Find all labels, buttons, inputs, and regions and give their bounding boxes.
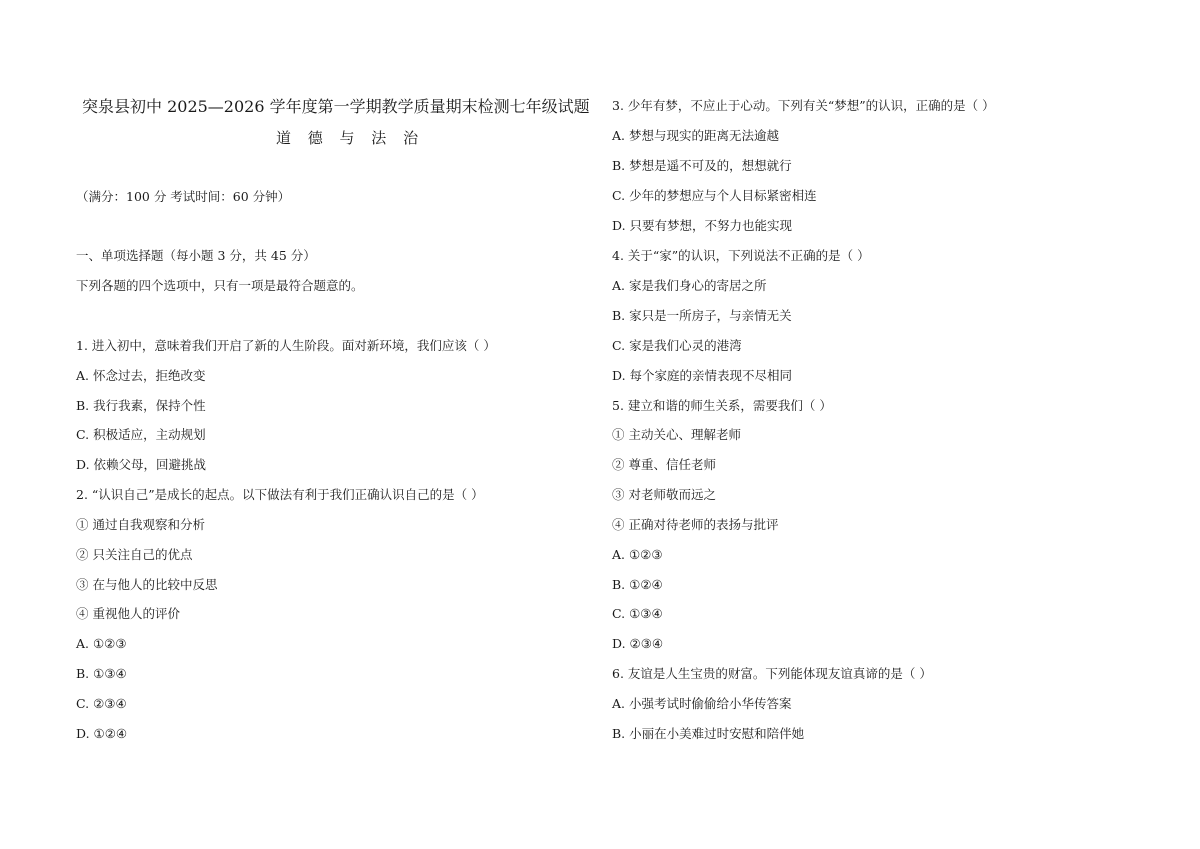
- question-2-stem: 2. “认识自己”是成长的起点。以下做法有利于我们正确认识自己的是（ ）: [76, 487, 484, 502]
- question-3-option-d: D. 只要有梦想，不努力也能实现: [612, 218, 793, 233]
- question-1-option-a: A. 怀念过去，拒绝改变: [76, 368, 206, 383]
- question-4-option-d: D. 每个家庭的亲情表现不尽相同: [612, 368, 793, 383]
- question-3-stem: 3. 少年有梦，不应止于心动。下列有关“梦想”的认识，正确的是（ ）: [612, 98, 995, 113]
- question-1-option-c: C. 积极适应，主动规划: [76, 427, 206, 442]
- question-1-option-b: B. 我行我素，保持个性: [76, 398, 206, 413]
- question-4-option-c: C. 家是我们心灵的港湾: [612, 338, 742, 353]
- question-5-option-a: A. ①②③: [612, 547, 663, 562]
- question-4-option-b: B. 家只是一所房子，与亲情无关: [612, 308, 792, 323]
- question-5-option-d: D. ②③④: [612, 636, 664, 651]
- question-4-option-a: A. 家是我们身心的寄居之所: [612, 278, 767, 293]
- question-1-stem: 1. 进入初中，意味着我们开启了新的人生阶段。面对新环境，我们应该（ ）: [76, 338, 496, 353]
- question-3-option-a: A. 梦想与现实的距离无法逾越: [612, 128, 779, 143]
- question-2-statement-3: ③ 在与他人的比较中反思: [76, 577, 218, 592]
- question-1-option-d: D. 依赖父母，回避挑战: [76, 457, 207, 472]
- question-6-option-a: A. 小强考试时偷偷给小华传答案: [612, 696, 792, 711]
- question-2-statement-2: ② 只关注自己的优点: [76, 547, 193, 562]
- question-2-statement-1: ① 通过自我观察和分析: [76, 517, 205, 532]
- question-3-option-c: C. 少年的梦想应与个人目标紧密相连: [612, 188, 817, 203]
- question-6-option-b: B. 小丽在小美难过时安慰和陪伴她: [612, 726, 805, 741]
- question-5-statement-2: ② 尊重、信任老师: [612, 457, 716, 472]
- exam-title: 突泉县初中 2025—2026 学年度第一学期教学质量期末检测七年级试题: [82, 97, 590, 116]
- question-2-option-b: B. ①③④: [76, 666, 127, 681]
- question-2-statement-4: ④ 重视他人的评价: [76, 606, 180, 621]
- question-5-statement-1: ① 主动关心、理解老师: [612, 427, 741, 442]
- question-5-statement-4: ④ 正确对待老师的表扬与批评: [612, 517, 779, 532]
- question-5-statement-3: ③ 对老师敬而远之: [612, 487, 716, 502]
- question-5-option-c: C. ①③④: [612, 606, 663, 621]
- question-2-option-c: C. ②③④: [76, 696, 127, 711]
- question-5-stem: 5. 建立和谐的师生关系，需要我们（ ）: [612, 398, 832, 413]
- exam-meta: （满分：100 分 考试时间：60 分钟）: [76, 189, 291, 204]
- question-2-option-d: D. ①②④: [76, 726, 128, 741]
- subject-title: 道 德 与 法 治: [276, 129, 425, 147]
- section-heading: 一、单项选择题（每小题 3 分，共 45 分）: [76, 248, 316, 263]
- question-3-option-b: B. 梦想是遥不可及的，想想就行: [612, 158, 792, 173]
- section-instruction: 下列各题的四个选项中，只有一项是最符合题意的。: [76, 278, 364, 293]
- question-6-stem: 6. 友谊是人生宝贵的财富。下列能体现友谊真谛的是（ ）: [612, 666, 932, 681]
- question-2-option-a: A. ①②③: [76, 636, 127, 651]
- question-4-stem: 4. 关于“家”的认识，下列说法不正确的是（ ）: [612, 248, 870, 263]
- question-5-option-b: B. ①②④: [612, 577, 663, 592]
